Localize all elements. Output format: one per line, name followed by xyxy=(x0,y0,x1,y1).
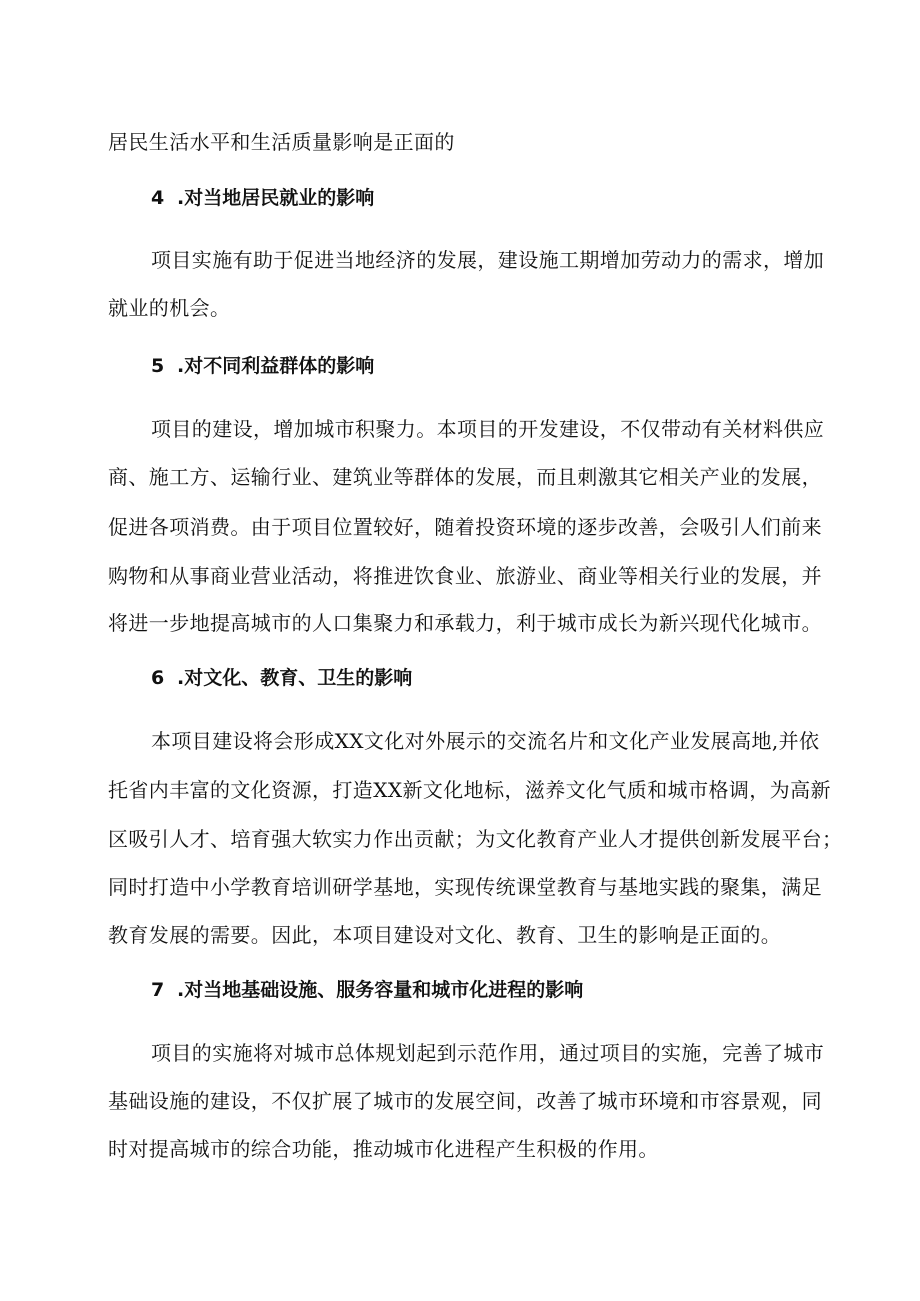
paragraph-line: 同时打造中小学教育培训研学基地，实现传统课堂教育与基地实践的聚集，满足 xyxy=(108,875,822,899)
section-heading-6 xyxy=(151,665,412,691)
section-heading-4 xyxy=(151,185,374,211)
paragraph-line: 项目实施有助于促进当地经济的发展，建设施工期增加劳动力的需求，增加 xyxy=(151,248,825,272)
paragraph-line: 将进一步地提高城市的人口集聚力和承载力，利于城市成长为新兴现代化城市。 xyxy=(108,611,822,635)
section-title: .对当地居民就业的影响 xyxy=(177,187,375,209)
section-number: 7 xyxy=(151,979,165,1001)
paragraph-line: 购物和从事商业营业活动，将推进饮食业、旅游业、商业等相关行业的发展，并 xyxy=(108,564,822,588)
paragraph-line: 就业的机会。 xyxy=(108,296,231,320)
paragraph-line: 本项目建设将会形成XX文化对外展示的交流名片和文化产业发展高地,并依 xyxy=(151,729,820,753)
paragraph-line: 项目的建设，增加城市积聚力。本项目的开发建设，不仅带动有关材料供应 xyxy=(151,417,825,441)
paragraph-line: 托省内丰富的文化资源，打造XX新文化地标，滋养文化气质和城市格调，为高新 xyxy=(108,778,831,802)
section-title: .对文化、教育、卫生的影响 xyxy=(177,667,413,689)
paragraph-line: 时对提高城市的综合功能，推动城市化进程产生积极的作用。 xyxy=(108,1137,659,1161)
section-heading-7 xyxy=(151,977,583,1003)
paragraph-line: 基础设施的建设，不仅扩展了城市的发展空间，改善了城市环境和市容景观，同 xyxy=(108,1089,822,1113)
section-title: .对不同利益群体的影响 xyxy=(177,355,375,377)
paragraph-line: 促进各项消费。由于项目位置较好，随着投资环境的逐步改善，会吸引人们前来 xyxy=(108,515,822,539)
paragraph-line: 项目的实施将对城市总体规划起到示范作用，通过项目的实施，完善了城市 xyxy=(151,1041,825,1065)
section-number: 6 xyxy=(151,667,165,689)
paragraph-line: 区吸引人才、培育强大软实力作出贡献；为文化教育产业人才提供创新发展平台； xyxy=(108,827,843,851)
section-number: 5 xyxy=(151,355,165,377)
paragraph-line: 商、施工方、运输行业、建筑业等群体的发展，而且刺激其它相关产业的发展， xyxy=(108,465,822,489)
section-title: .对当地基础设施、服务容量和城市化进程的影响 xyxy=(177,979,584,1001)
paragraph-line: 教育发展的需要。因此，本项目建设对文化、教育、卫生的影响是正面的。 xyxy=(108,923,782,947)
intro-paragraph-line: 居民生活水平和生活质量影响是正面的 xyxy=(108,130,455,154)
section-number: 4 xyxy=(151,187,165,209)
section-heading-5 xyxy=(151,353,374,379)
